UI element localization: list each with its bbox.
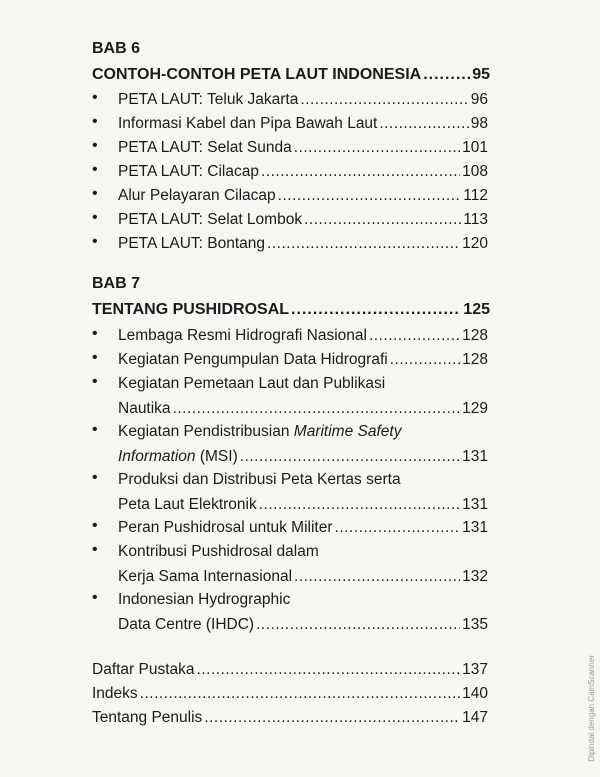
bullet: • [92, 185, 98, 202]
toc-item-text-italic: Maritime Safety [293, 423, 402, 440]
bullet: • [92, 113, 98, 130]
toc-item [118, 541, 488, 588]
bab7-chapter-title: TENTANG PUSHIDROSAL [92, 301, 290, 318]
toc-item-indeks [92, 683, 488, 705]
leader-dots [261, 161, 460, 183]
bullet: • [92, 373, 98, 390]
scanner-watermark: Dipindai dengan CamScanner [587, 655, 596, 762]
bullet: • [92, 209, 98, 226]
toc-item-page: 131 [462, 448, 488, 465]
leader-dots [369, 325, 460, 347]
toc-item-page: 128 [462, 351, 488, 368]
toc-item-text: Daftar Pustaka [92, 661, 195, 678]
toc-item-page: 112 [463, 187, 488, 204]
toc-item-text: PETA LAUT: Selat Sunda [118, 139, 292, 156]
toc-item [118, 589, 488, 636]
toc-item-text-cont: Peta Laut Elektronik [118, 496, 257, 513]
toc-item-text-cont [118, 446, 238, 468]
toc-item-text: Tentang Penulis [92, 709, 203, 726]
leader-dots [379, 113, 468, 135]
toc-item [118, 137, 488, 159]
toc-item-text: Kegiatan Pemetaan Laut dan Publikasi [118, 375, 386, 392]
bullet: • [92, 325, 98, 342]
toc-item-page: 135 [462, 616, 488, 633]
leader-dots [140, 683, 460, 705]
toc-item [118, 421, 488, 468]
leader-dots [278, 185, 462, 207]
toc-item-page: 129 [462, 400, 488, 417]
toc-item [118, 161, 488, 183]
bab7-chapter-page: 125 [463, 301, 490, 318]
bullet: • [92, 137, 98, 154]
toc-item-text: Informasi Kabel dan Pipa Bawah Laut [118, 115, 378, 132]
toc-item-tentang-penulis [92, 707, 488, 729]
bab6-chapter-title: CONTOH-CONTOH PETA LAUT INDONESIA [92, 66, 422, 83]
toc-item-page: 108 [462, 163, 488, 180]
bullet: • [92, 517, 98, 534]
leader-dots [335, 517, 461, 539]
bullet: • [92, 421, 98, 438]
bullet: • [92, 589, 98, 606]
toc-item-text-part: (MSI) [195, 448, 238, 465]
toc-item-page: 120 [462, 235, 488, 252]
bab6-label: BAB 6 [92, 40, 141, 57]
bullet: • [92, 233, 98, 250]
leader-dots [304, 209, 461, 231]
bullet: • [92, 541, 98, 558]
toc-item-text: Peran Pushidrosal untuk Militer [118, 519, 333, 536]
toc-item-page: 131 [462, 519, 488, 536]
toc-item-daftar-pustaka [92, 659, 488, 681]
leader-dots [390, 349, 460, 371]
toc-item-text-part: Kegiatan Pendistribusian [118, 423, 294, 440]
leader-dots [256, 614, 460, 636]
bullet: • [92, 89, 98, 106]
toc-item-page: 96 [470, 91, 488, 108]
toc-item-page: 128 [462, 327, 488, 344]
toc-item-text [118, 421, 488, 443]
leader-dots [204, 707, 460, 729]
leader-dots [291, 301, 461, 319]
leader-dots [300, 89, 468, 111]
toc-item-page: 147 [462, 709, 488, 726]
toc-item-text-cont: Kerja Sama Internasional [118, 568, 293, 585]
toc-item-text: PETA LAUT: Bontang [118, 235, 266, 252]
bab6-chapter-page: 95 [472, 66, 490, 83]
toc-item-text: Produksi dan Distribusi Peta Kertas serta [118, 471, 401, 488]
leader-dots [240, 446, 460, 468]
toc-item-text: Lembaga Resmi Hidrografi Nasional [118, 327, 367, 344]
toc-item-page: 132 [462, 568, 488, 585]
toc-item [118, 209, 488, 231]
toc-item-text: Alur Pelayaran Cilacap [118, 187, 276, 204]
toc-item [118, 233, 488, 255]
leader-dots [294, 137, 460, 159]
bullet: • [92, 161, 98, 178]
toc-item-text-cont: Nautika [118, 400, 171, 417]
toc-item-page: 101 [462, 139, 488, 156]
leader-dots [197, 659, 461, 681]
leader-dots [294, 566, 460, 588]
toc-item [118, 325, 488, 347]
toc-item-page: 131 [462, 496, 488, 513]
toc-item-text: Indeks [92, 685, 138, 702]
bab6-chapter-entry [92, 66, 490, 84]
toc-item-page: 98 [470, 115, 488, 132]
toc-item [118, 185, 488, 207]
toc-item-text: PETA LAUT: Selat Lombok [118, 211, 303, 228]
toc-item-page: 140 [462, 685, 488, 702]
toc-item-page: 113 [463, 211, 488, 228]
toc-item [118, 113, 488, 135]
toc-item-page: 137 [462, 661, 488, 678]
toc-item-text: Kontribusi Pushidrosal dalam [118, 543, 319, 560]
toc-item-text: Indonesian Hydrographic [118, 591, 291, 608]
toc-item [118, 517, 488, 539]
toc-item [118, 469, 488, 516]
leader-dots [173, 398, 461, 420]
bullet: • [92, 349, 98, 366]
toc-item [118, 373, 488, 420]
bab7-chapter-entry [92, 301, 490, 319]
toc-item-text: PETA LAUT: Teluk Jakarta [118, 91, 299, 108]
toc-item [118, 89, 488, 111]
toc-item-text-cont: Data Centre (IHDC) [118, 616, 255, 633]
toc-item-text: PETA LAUT: Cilacap [118, 163, 259, 180]
leader-dots [423, 66, 470, 84]
bab7-label: BAB 7 [92, 275, 141, 292]
leader-dots [267, 233, 460, 255]
toc-item-text: Kegiatan Pengumpulan Data Hidrografi [118, 351, 388, 368]
bullet: • [92, 469, 98, 486]
toc-item [118, 349, 488, 371]
leader-dots [259, 494, 460, 516]
toc-item-text-italic: Information [118, 448, 196, 465]
